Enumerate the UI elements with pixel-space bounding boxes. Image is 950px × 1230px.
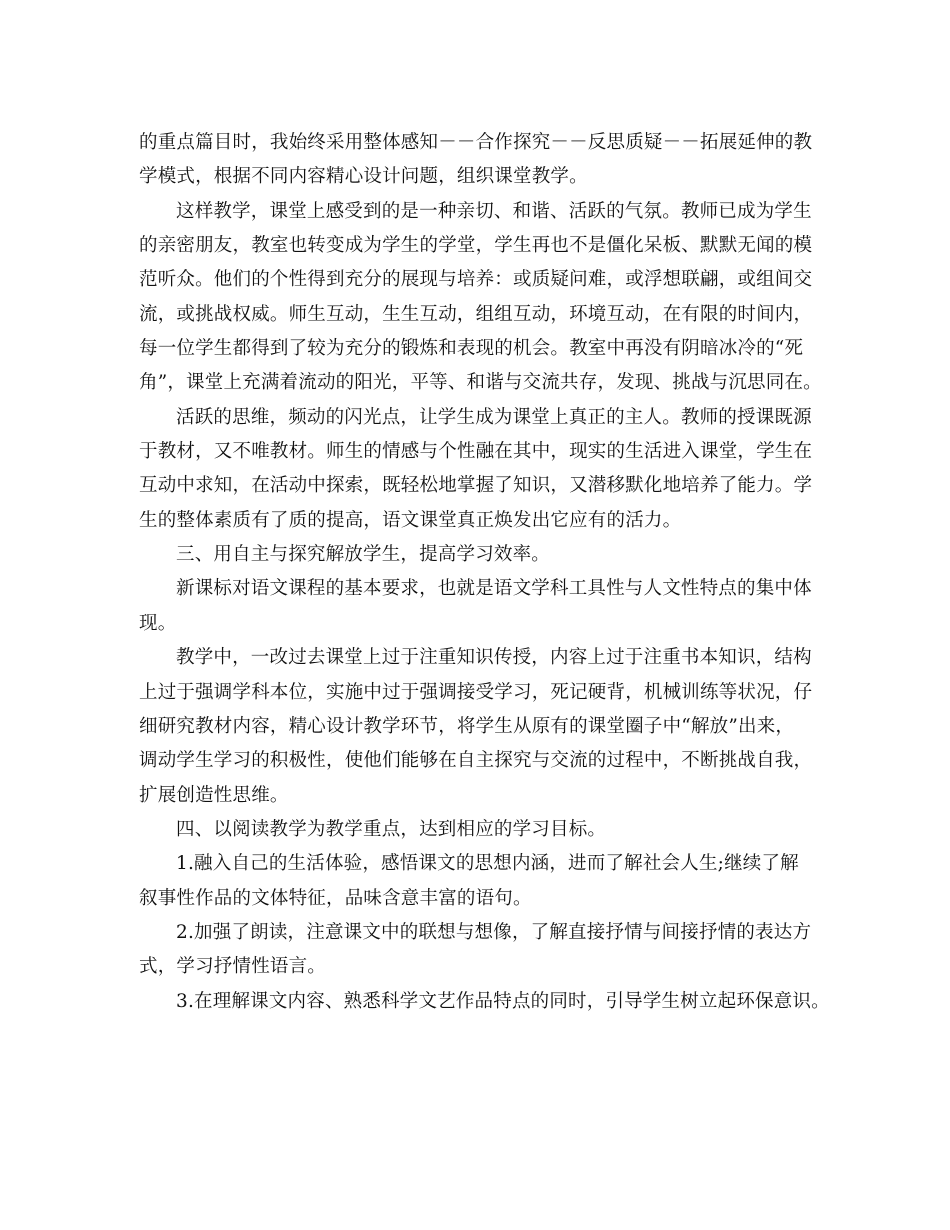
list-item: 1.融入自己的生活体验，感悟课文的思想内涵，进而了解社会人生;继续了解 <box>176 853 799 875</box>
section-heading: 四、以阅读教学为教学重点，达到相应的学习目标。 <box>176 818 607 840</box>
text-line: 学模式，根据不同内容精心设计问题，组织课堂教学。 <box>139 166 588 188</box>
text-line: 每一位学生都得到了较为充分的锻炼和表现的机会。教室中再没有阴暗冰冷的“死 <box>139 338 804 360</box>
text-line: 叙事性作品的文体特征，品味含意丰富的语句。 <box>139 887 532 909</box>
text-line: 生的整体素质有了质的提高，语文课堂真正焕发出它应有的活力。 <box>139 509 682 531</box>
text-line: 互动中求知，在活动中探索，既轻松地掌握了知识，又潜移默化地培养了能力。学 <box>139 475 813 497</box>
text-line: 这样教学，课堂上感受到的是一种亲切、和谐、活跃的气氛。教师已成为学生 <box>176 200 812 222</box>
text-line: 活跃的思维，频动的闪光点，让学生成为课堂上真正的主人。教师的授课既源 <box>176 406 812 428</box>
text-line: 式，学习抒情性语言。 <box>139 956 327 978</box>
text-line: 范听众。他们的个性得到充分的展现与培养：或质疑问难，或浮想联翩，或组间交 <box>139 269 813 291</box>
text-line: 扩展创造性思维。 <box>139 784 289 806</box>
section-heading: 三、用自主与探究解放学生，提高学习效率。 <box>176 544 551 566</box>
text-line: 调动学生学习的积极性，使他们能够在自主探究与交流的过程中，不断挑战自我， <box>139 750 813 772</box>
text-line: 角”，课堂上充满着流动的阳光，平等、和谐与交流共存，发现、挑战与沉思同在。 <box>139 372 822 394</box>
text-line: 教学中，一改过去课堂上过于注重知识传授，内容上过于注重书本知识，结构 <box>176 647 812 669</box>
list-item: 3.在理解课文内容、熟悉科学文艺作品特点的同时，引导学生树立起环保意识。 <box>176 990 830 1012</box>
text-line: 于教材，又不唯教材。师生的情感与个性融在其中，现实的生活进入课堂，学生在 <box>139 441 813 463</box>
text-line: 细研究教材内容，精心设计教学环节，将学生从原有的课堂圈子中“解放”出来， <box>139 715 795 737</box>
text-line: 新课标对语文课程的基本要求，也就是语文学科工具性与人文性特点的集中体 <box>176 578 812 600</box>
document-body <box>139 126 829 1019</box>
list-item: 2.加强了朗读，注意课文中的联想与想像，了解直接抒情与间接抒情的表达方 <box>176 921 812 943</box>
text-line: 的重点篇目时，我始终采用整体感知－－合作探究－－反思质疑－－拓展延伸的教 <box>139 132 813 153</box>
text-line: 流，或挑战权威。师生互动，生生互动，组组互动，环境互动，在有限的时间内， <box>139 303 813 325</box>
text-line: 现。 <box>139 612 177 634</box>
text-line: 上过于强调学科本位，实施中过于强调接受学习，死记硬背，机械训练等状况，仔 <box>139 681 813 703</box>
text-line: 的亲密朋友，教室也转变成为学生的学堂，学生再也不是僵化呆板、默默无闻的模 <box>139 235 813 257</box>
